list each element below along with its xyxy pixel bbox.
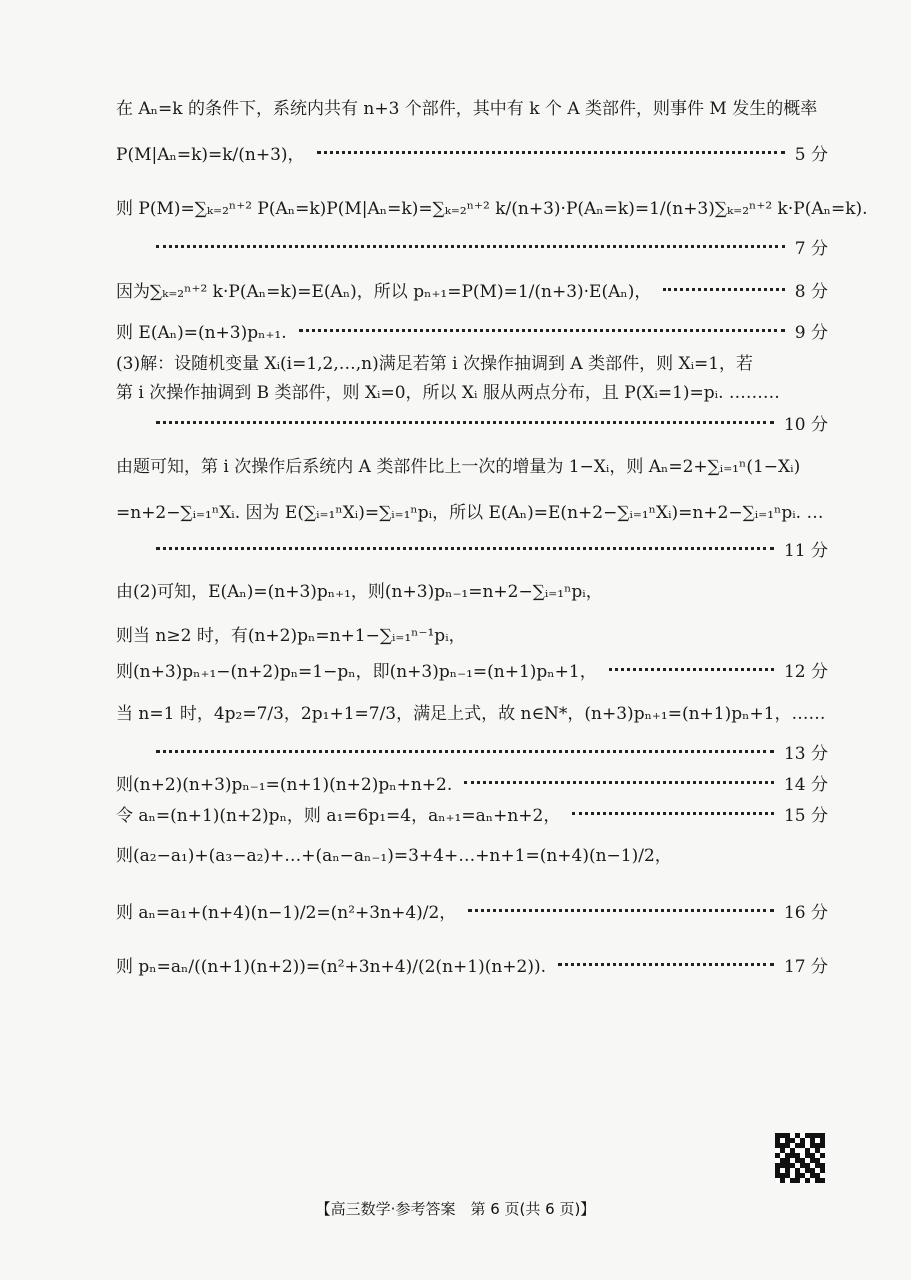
solution-line (116, 277, 828, 302)
solution-line (116, 801, 828, 826)
qr-code-icon (775, 1133, 825, 1183)
solution-line (116, 410, 828, 435)
line-text: P(M|Aₙ=k)=k/(n+3)， (116, 145, 305, 165)
line-text: 在 Aₙ=k 的条件下，系统内共有 n+3 个部件，其中有 k 个 A 类部件，则事件 M 发生的概率 (116, 99, 818, 119)
leader-dots (299, 329, 785, 332)
solution-line (116, 841, 828, 866)
solution-line (116, 621, 828, 646)
score-label: 9 分 (794, 323, 828, 343)
leader-dots (464, 781, 774, 784)
score-label: 10 分 (783, 415, 828, 435)
leader-dots (156, 750, 774, 753)
score-label: 12 分 (783, 662, 828, 682)
leader-dots (156, 245, 785, 248)
leader-dots (156, 547, 774, 550)
solution-line (116, 194, 868, 219)
solution-line (116, 349, 828, 374)
page-footer: 【高三数学·参考答案 第 6 页(共 6 页)】 (315, 1200, 596, 1218)
leader-dots (558, 963, 774, 966)
line-text: =n+2−∑ᵢ₌₁ⁿXᵢ. 因为 E(∑ᵢ₌₁ⁿXᵢ)=∑ᵢ₌₁ⁿpᵢ，所以 E(Aₙ)=E(n+2−∑ᵢ₌₁ⁿXᵢ)=n+2−∑ᵢ₌₁ⁿpᵢ. … (116, 503, 824, 523)
leader-dots (317, 151, 785, 154)
line-text: 令 aₙ=(n+1)(n+2)pₙ，则 a₁=6p₁=4，aₙ₊₁=aₙ+n+2， (116, 806, 561, 826)
line-text: (3)解：设随机变量 Xᵢ(i=1,2,…,n)满足若第 i 次操作抽调到 A 类部件，则 Xᵢ=1，若 (116, 354, 754, 374)
line-text: 则当 n≥2 时，有(n+2)pₙ=n+1−∑ᵢ₌₁ⁿ⁻¹pᵢ， (116, 626, 466, 646)
score-label: 14 分 (783, 775, 828, 795)
score-label: 13 分 (783, 744, 828, 764)
leader-dots (609, 668, 774, 671)
solution-line (116, 898, 828, 923)
solution-line (116, 657, 828, 682)
line-text: 则 E(Aₙ)=(n+3)pₙ₊₁. (116, 323, 287, 343)
solution-line (116, 952, 828, 977)
score-label: 17 分 (783, 957, 828, 977)
line-text: 则(n+2)(n+3)pₙ₋₁=(n+1)(n+2)pₙ+n+2. (116, 775, 453, 795)
solution-line (116, 498, 828, 523)
solution-line (116, 94, 828, 119)
line-text: 由题可知，第 i 次操作后系统内 A 类部件比上一次的增量为 1−Xᵢ，则 Aₙ=2+∑ᵢ₌₁ⁿ(1−Xᵢ) (116, 457, 801, 477)
score-label: 8 分 (794, 282, 828, 302)
score-label: 11 分 (783, 541, 828, 561)
solution-line (116, 699, 828, 724)
solution-line (116, 140, 828, 165)
line-text: 则(a₂−a₁)+(a₃−a₂)+…+(aₙ−aₙ₋₁)=3+4+…+n+1=(n+4)(n−1)/2， (116, 846, 672, 866)
score-label: 15 分 (783, 806, 828, 826)
score-label: 5 分 (794, 145, 828, 165)
solution-line (116, 739, 828, 764)
line-text: 第 i 次操作抽调到 B 类部件，则 Xᵢ=0，所以 Xᵢ 服从两点分布，且 P(Xᵢ=1)=pᵢ. ……… (116, 383, 780, 403)
solution-line (116, 318, 828, 343)
solution-line (116, 452, 828, 477)
score-label: 16 分 (783, 903, 828, 923)
line-text: 则 aₙ=a₁+(n+4)(n−1)/2=(n²+3n+4)/2， (116, 903, 457, 923)
solution-line (116, 770, 828, 795)
solution-line (116, 536, 828, 561)
leader-dots (156, 421, 774, 424)
line-text: 当 n=1 时，4p₂=7/3，2p₁+1=7/3，满足上式，故 n∈N*，(n+3)pₙ₊₁=(n+1)pₙ+1，…… (116, 704, 826, 724)
line-text: 则 P(M)=∑ₖ₌₂ⁿ⁺² P(Aₙ=k)P(M|Aₙ=k)=∑ₖ₌₂ⁿ⁺² k/(n+3)·P(Aₙ=k)=1/(n+3)∑ₖ₌₂ⁿ⁺² k·P(Aₙ=k). (116, 199, 868, 219)
leader-dots (572, 812, 774, 815)
solution-line (116, 234, 828, 259)
line-text: 则 pₙ=aₙ/((n+1)(n+2))=(n²+3n+4)/(2(n+1)(n+2)). (116, 957, 547, 977)
line-text: 则(n+3)pₙ₊₁−(n+2)pₙ=1−pₙ，即(n+3)pₙ₋₁=(n+1)pₙ+1， (116, 662, 597, 682)
leader-dots (468, 909, 774, 912)
solution-line (116, 378, 828, 403)
line-text: 由(2)可知，E(Aₙ)=(n+3)pₙ₊₁，则(n+3)pₙ₋₁=n+2−∑ᵢ₌₁ⁿpᵢ， (116, 582, 603, 602)
leader-dots (663, 288, 784, 291)
line-text: 因为∑ₖ₌₂ⁿ⁺² k·P(Aₙ=k)=E(Aₙ)，所以 pₙ₊₁=P(M)=1/(n+3)·E(Aₙ)， (116, 282, 652, 302)
score-label: 7 分 (794, 239, 828, 259)
solution-line (116, 577, 828, 602)
